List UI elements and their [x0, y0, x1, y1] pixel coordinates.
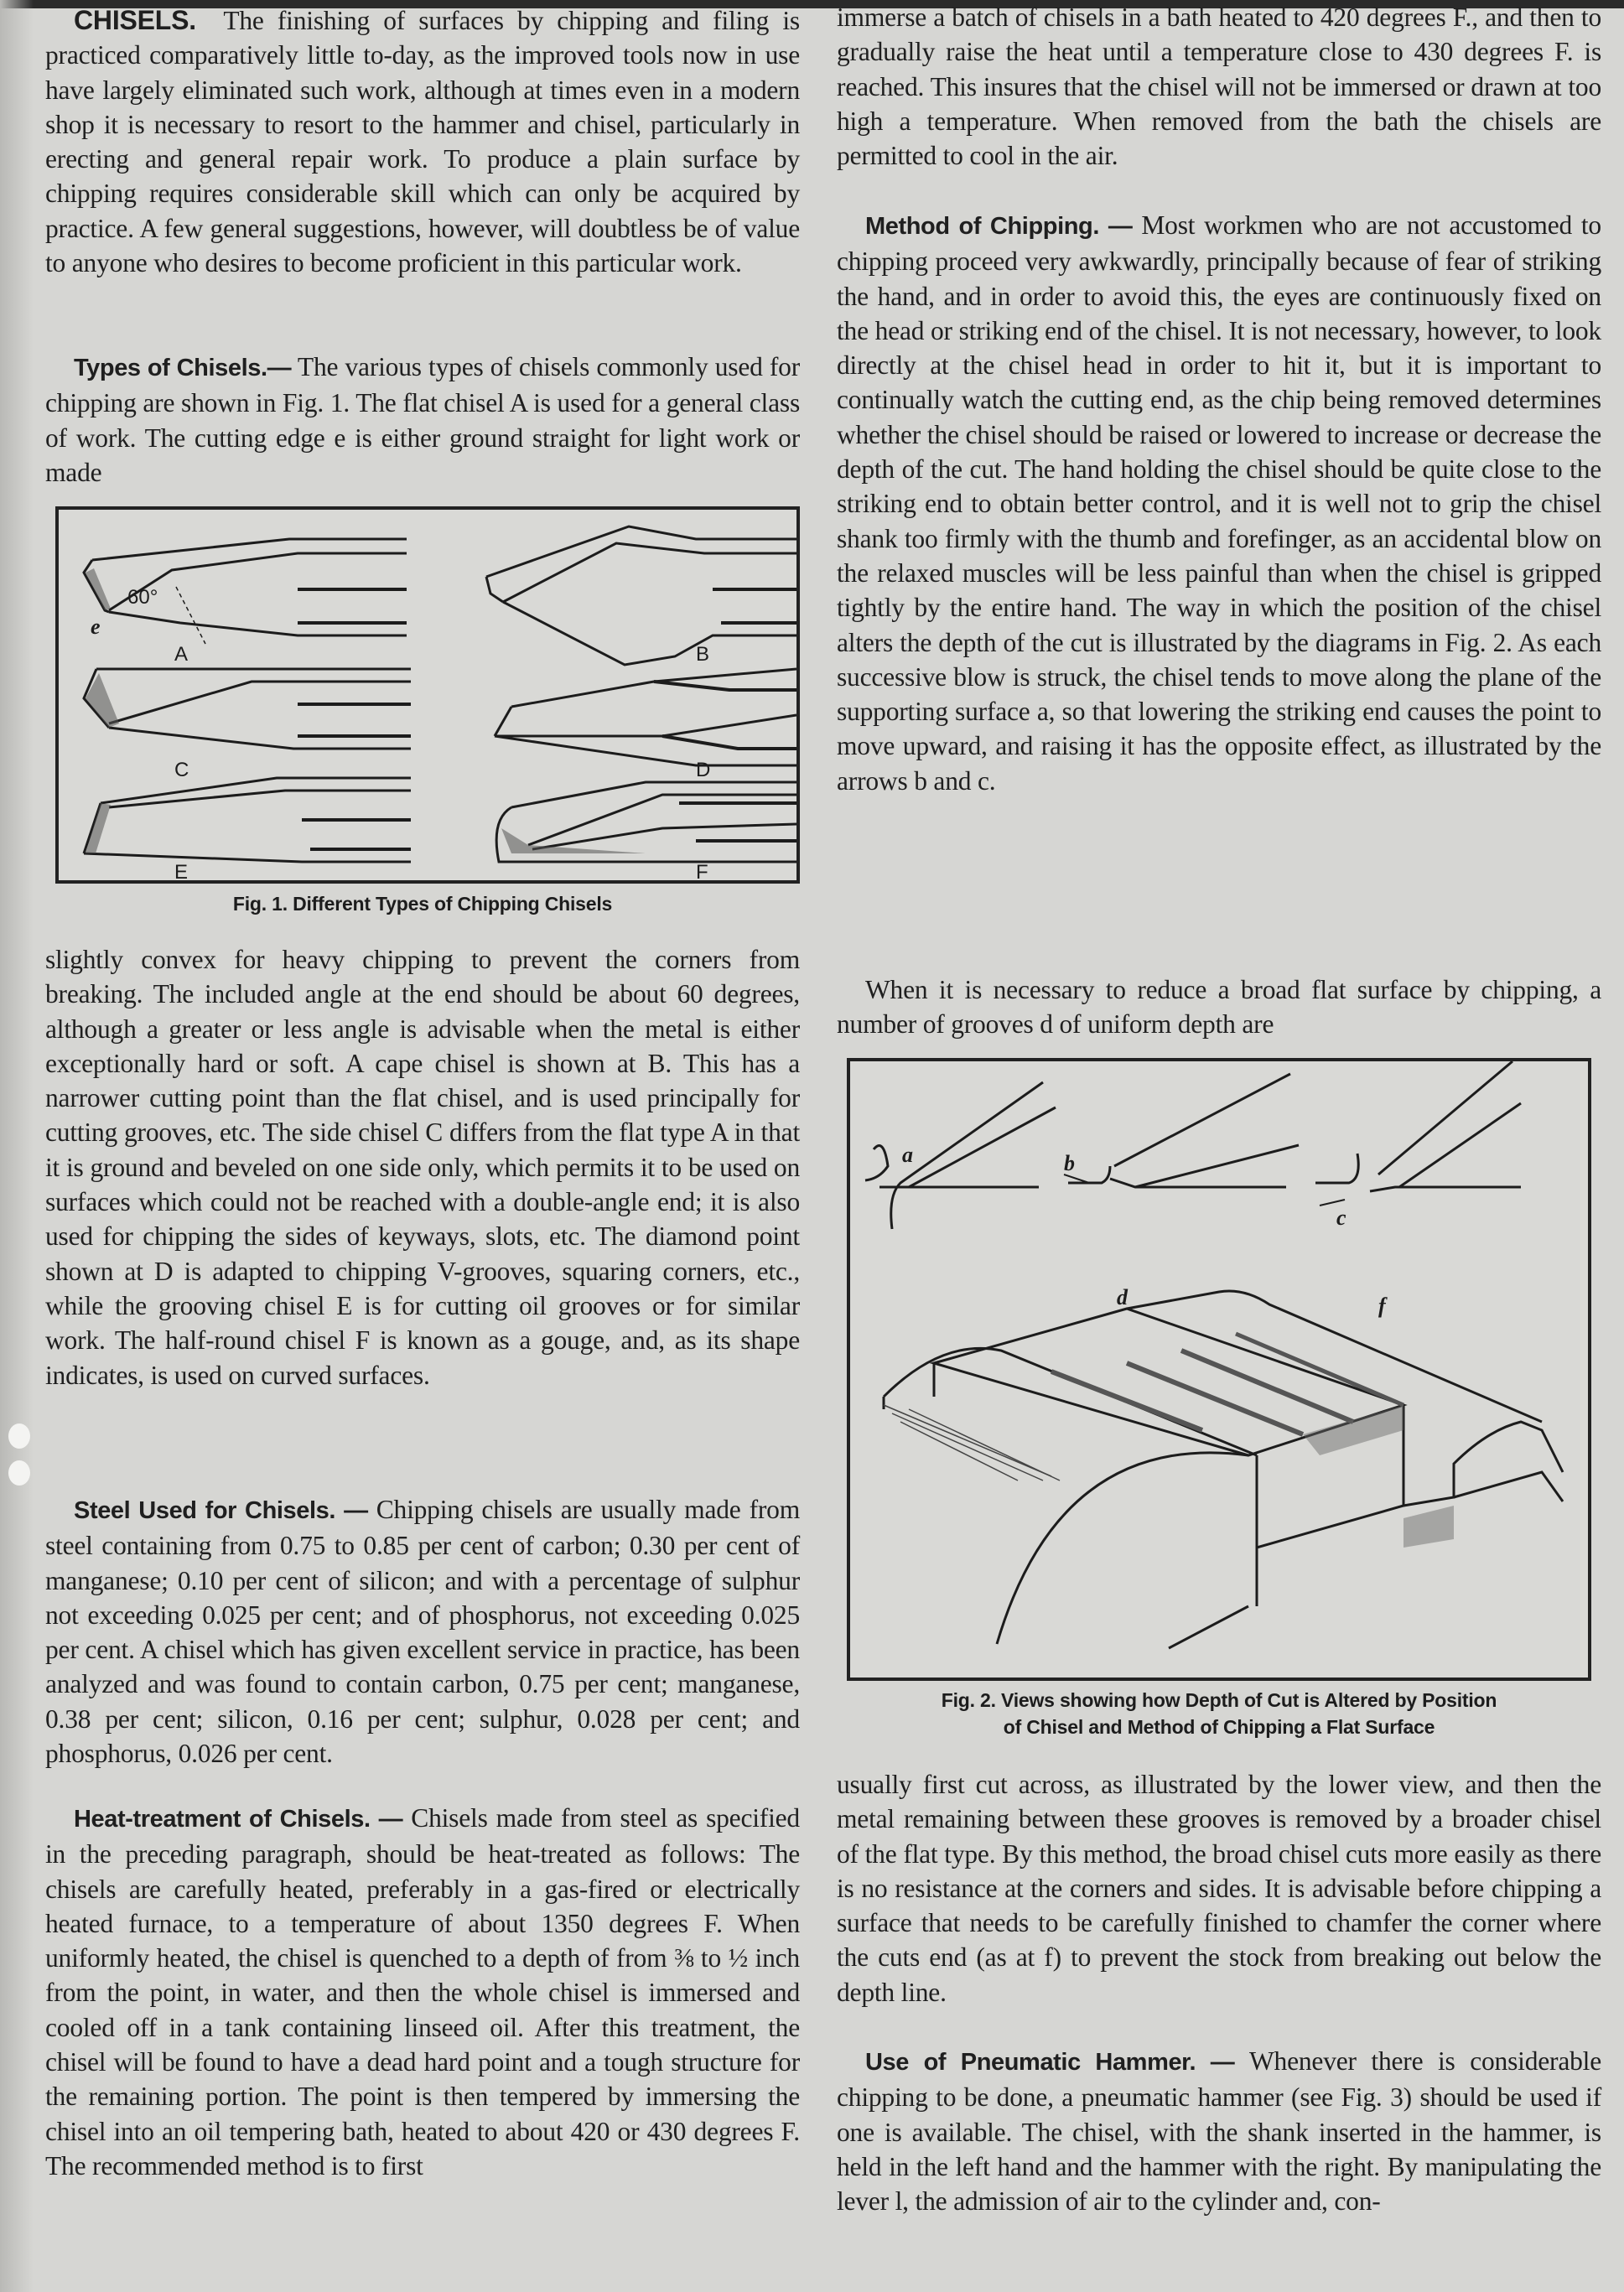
heat-treatment-continuation: [837, 0, 1601, 173]
figure-1-angle-label: 60°: [127, 586, 158, 609]
pneumatic-paragraph: Use of Pneumatic Hammer. — Whenever there is considerable chipping to be done, a pneumatic hammer (see Fig. 3) should be used if one is available. The chisel, with the shank inserted in the hammer, is held in the left hand and the hammer with the right. By manipulating the lever l, the admission of air to the cylinder and, con-: [837, 2046, 1601, 2217]
figure-1: [55, 506, 800, 884]
continuation-text: immerse a batch of chisels in a bath heated to 420 degrees F., and then to gradually raise the heat until a temperature close to 430 degrees F. is reached. This insures that the chisel will not be immersed or drawn at too high a temperature. When removed from the bath the chisels are permitted to cool in the air.: [837, 3, 1601, 171]
figure-2-label-a: a: [902, 1143, 913, 1167]
intro-text: The finishing of surfaces by chipping and filing is practiced comparatively little to-day, as the improved tools now in use have largely eliminated such work, although at times even in a modern shop it is necessary to resort to the hammer and chisel, particularly in erecting and general repair work. To produce a plain surface by chipping requires considerable skill which can only be acquired by practice. A few general suggestions, however, will doubtless be of value to anyone who desires to become proficient in this particular work.: [45, 6, 800, 278]
broad-surface-paragraph: [837, 972, 1601, 1042]
figure-1-label-e: E: [174, 861, 189, 880]
pneumatic-text: Whenever there is considerable chipping to be done, a pneumatic hammer (see Fig. 3) should be used if one is available. The chisel, with the shank inserted in the hammer, is held in the left hand and the hammer with the right. By manipulating the lever l, the admission of air to the cylinder and, con-: [837, 2046, 1601, 2217]
section-heading-pneumatic: Use of Pneumatic Hammer.: [865, 2049, 1196, 2076]
figure-2-label-b: b: [1064, 1151, 1075, 1175]
scan-thumb-mark: [8, 1423, 30, 1449]
figure-1-edge-label: e: [91, 614, 101, 639]
steel-paragraph: Steel Used for Chisels. — Chipping chisels are usually made from steel containing from 0.75 to 0.85 per cent of carbon; 0.30 per cent of manganese; 0.10 per cent of silicon; and with a percentage of sulphur not exceeding 0.025 per cent; and of phosphorus, not exceeding 0.025 per cent. A chisel which has given excellent service in practice, has been analyzed and was found to contain carbon, 0.75 per cent; manganese, 0.38 per cent; silicon, 0.16 per cent; sulphur, 0.028 per cent; and phosphorus, 0.026 per cent.: [45, 1495, 800, 1769]
figure-1-label-c: C: [174, 759, 189, 781]
broad-surface-text-after: usually first cut across, as illustrated by the lower view, and then the metal remaining between these grooves is removed by a broader chisel of the flat type. By this method, the broad chisel cuts more easily as there is no resistance at the corners and sides. It is advisable before chipping a surface that needs to be carefully finished to chamfer the corner where the cuts end (as at f) to prevent the stock from breaking out below the depth line.: [837, 1770, 1601, 2007]
figure-1-label-d: D: [696, 759, 711, 781]
types-text-before-figure: The various types of chisels commonly used for chipping are shown in Fig. 1. The flat chisel A is used for a general class of work. The cutting edge e is either ground straight for light work or made: [45, 352, 801, 487]
figure-1-label-a: A: [174, 643, 189, 666]
figure-2-label-c: c: [1336, 1206, 1346, 1230]
method-text: Most workmen who are not accustomed to chipping proceed very awkwardly, principally because of fear of striking the hand, and in order to avoid this, the eyes are continuously fixed on the head or striking end of the chisel. It is not necessary, however, to look directly at the chisel head in order to hit it, but it is important to continually watch the cutting end, as the chip being removed determines whether the chisel should be raised or lowered to increase or decrease the depth of the cut. The hand holding the chisel should be quite close to the striking end to obtain better control, and it is well not to grip the chisel shank too firmly with the thumb and forefinger, as an accidental blow on the relaxed muscles will be less painful than when the chisel is gripped tightly by the entire hand. The way in which the position of the chisel alters the depth of the cut is illustrated by the diagrams in Fig. 2. As each successive blow is struck, the chisel tends to move along the plane of the supporting surface a, so that lowering the striking end causes the point to move upward, and raising it has the opposite effect, as illustrated by the arrows b and c.: [837, 210, 1601, 796]
heat-treatment-paragraph: Heat-treatment of Chisels. — Chisels made from steel as specified in the preceding paragraph, should be heat-treated as follows: The chisels are carefully heated, preferably in a gas-fired or electrically heated furnace, to a temperature of about 1350 degrees F. When uniformly heated, the chisel is quenched to a depth of from ⅜ to ½ inch from the point, in water, and then the whole chisel is immersed and cooled off in a tank containing linseed oil. After this treatment, the chisel will be found to have a dead hard point and a tough structure for the remaining portion. The point is then tempered by immersing the chisel into an oil tempering bath, heated to about 420 or 430 degrees F. The recommended method is to first: [45, 1803, 800, 2181]
types-paragraph: Types of Chisels.— The various types of chisels commonly used for chipping are shown in Fig. 1. The flat chisel A is used for a general class of work. The cutting edge e is either ground straight for light work or made: [45, 352, 801, 487]
types-text-after-figure: slightly convex for heavy chipping to prevent the corners from breaking. The included angle at the end should be about 60 degrees, although a greater or less angle is advisable when the metal is either exceptionally hard or soft. A cape chisel is shown at B. This has a narrower cutting point than the flat chisel, and is used principally for cutting grooves, etc. The side chisel C differs from the flat type A in that it is ground and beveled on one side only, which permits it to be used on surfaces which could not be reached with a double-angle end; it is also used for chipping the sides of keyways, slots, etc. The diamond point shown at D is adapted to chipping V-grooves, squaring corners, etc., while the grooving chisel E is for cutting oil grooves or for similar work. The half-round chisel F is known as a gouge, and, as its shape indicates, is used on curved surfaces.: [45, 945, 800, 1390]
figure-1-label-b: B: [696, 643, 710, 666]
figure-1-caption: Fig. 1. Different Types of Chipping Chisels: [232, 893, 613, 915]
section-heading-heat-treatment: Heat-treatment of Chisels.: [74, 1806, 371, 1833]
figure-1-label-f: F: [696, 861, 708, 880]
section-heading-steel: Steel Used for Chisels.: [74, 1497, 336, 1524]
figure-2-caption: [837, 1687, 1601, 1740]
steel-text: Chipping chisels are usually made from steel containing from 0.75 to 0.85 per cent of carbon; 0.30 per cent of manganese; 0.10 per cent of silicon; and with a percentage of sulphur not exceeding 0.025 per cent; and of phosphorus, not exceeding 0.025 per cent. A chisel which has given excellent service in practice, has been analyzed and was found to contain carbon, 0.75 per cent; manganese, 0.38 per cent; silicon, 0.16 per cent; sulphur, 0.028 per cent; and phosphorus, 0.026 per cent.: [45, 1495, 800, 1769]
types-paragraph-continued: [45, 942, 800, 1392]
broad-surface-paragraph-continued: [837, 1767, 1601, 2009]
section-heading-types: Types of Chisels.: [74, 355, 267, 381]
section-heading-chisels: CHISELS.: [74, 5, 196, 35]
figure-2-caption-line-1: Fig. 2. Views showing how Depth of Cut is Altered by Position: [941, 1689, 1497, 1711]
scan-thumb-mark: [8, 1460, 30, 1486]
heat-treatment-text: Chisels made from steel as specified in the preceding paragraph, should be heat-treated as follows: The chisels are carefully heated, preferably in a gas-fired or electrically heated furnace, to a temperature of about 1350 degrees F. When uniformly heated, the chisel is quenched to a depth of from ⅜ to ½ inch from the point, in water, and then the whole chisel is immersed and cooled off in a tank containing linseed oil. After this treatment, the chisel will be found to have a dead hard point and a tough structure for the remaining portion. The point is then tempered by immersing the chisel into an oil tempering bath, heated to about 420 or 430 degrees F. The recommended method is to first: [45, 1803, 800, 2181]
intro-paragraph: [45, 3, 800, 280]
figure-2: [847, 1058, 1591, 1681]
broad-surface-text-before: When it is necessary to reduce a broad flat surface by chipping, a number of grooves d of uniform depth are: [837, 975, 1601, 1040]
chisel-types-illustration: [59, 510, 796, 880]
figure-2-label-d: d: [1117, 1285, 1128, 1309]
chipping-depth-illustration: [850, 1061, 1588, 1678]
method-paragraph: Method of Chipping. — Most workmen who are not accustomed to chipping proceed very awkwardly, principally because of fear of striking the hand, and in order to avoid this, the eyes are continuously fixed on the head or striking end of the chisel. It is not necessary, however, to look directly at the chisel head in order to hit it, but it is important to continually watch the cutting end, as the chip being removed determines whether the chisel should be raised or lowered to increase or decrease the depth of the cut. The hand holding the chisel should be quite close to the striking end to obtain better control, and it is well not to grip the chisel shank too firmly with the thumb and forefinger, as an accidental blow on the relaxed muscles will be less painful than when the chisel is gripped tightly by the entire hand. The way in which the position of the chisel alters the depth of the cut is illustrated by the diagrams in Fig. 2. As each successive blow is struck, the chisel tends to move along the plane of the supporting surface a, so that lowering the striking end causes the point to move upward, and raising it has the opposite effect, as illustrated by the arrows b and c.: [837, 210, 1601, 796]
figure-2-label-f: f: [1378, 1294, 1386, 1318]
section-heading-method: Method of Chipping.: [865, 213, 1100, 240]
figure-2-caption-line-2: of Chisel and Method of Chipping a Flat Surface: [1003, 1716, 1435, 1738]
scan-gutter-shadow: [0, 0, 34, 2292]
